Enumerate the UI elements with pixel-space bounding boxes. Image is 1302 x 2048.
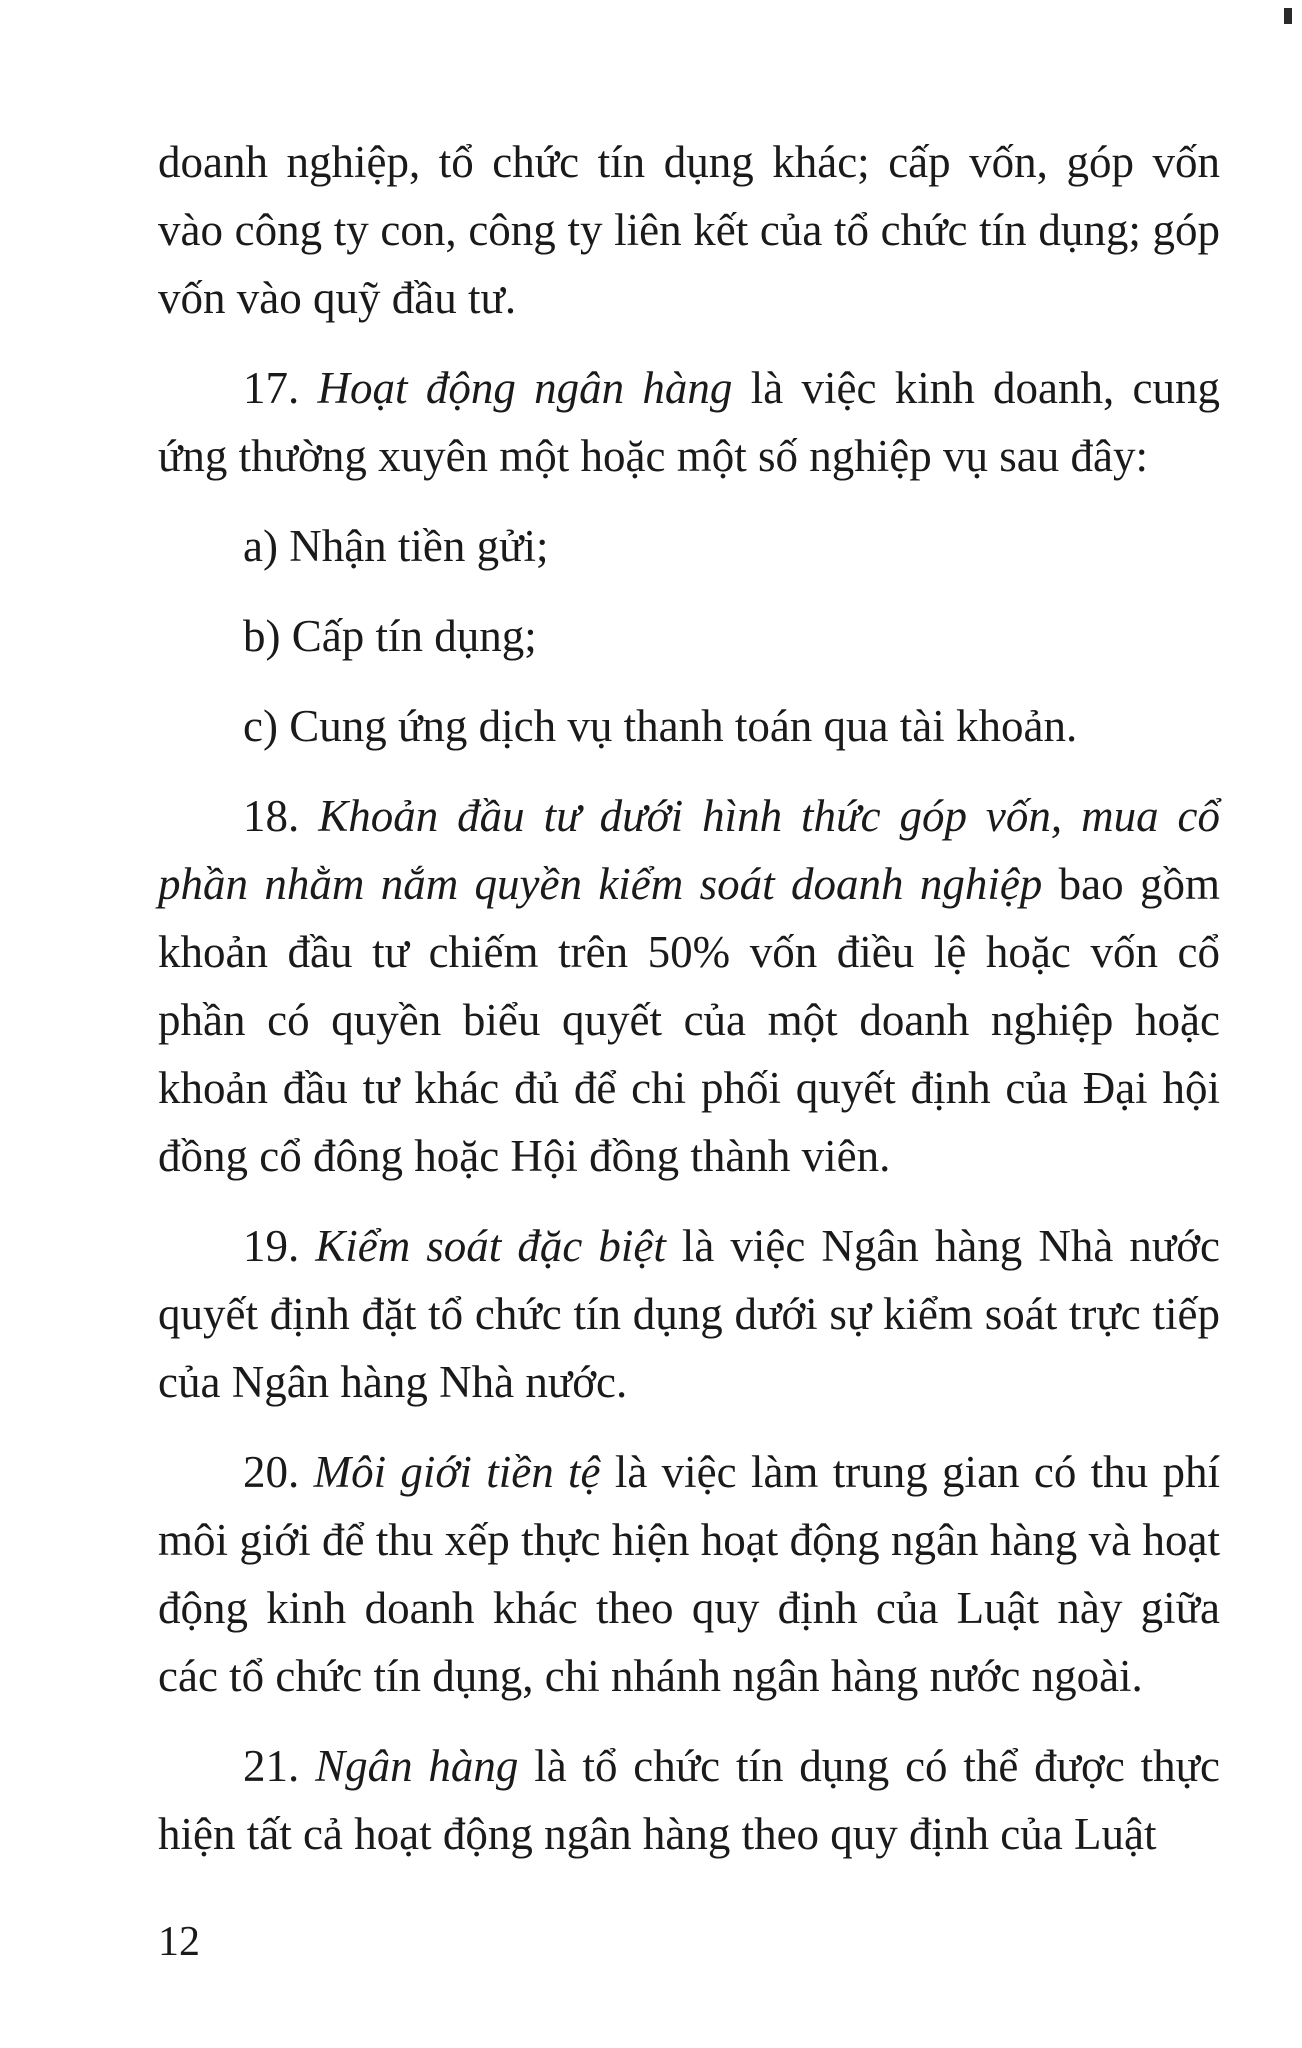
defined-term: Môi giới tiền tệ [313,1447,601,1497]
list-item-b: b) Cấp tín dụng; [243,611,537,661]
paragraph-19 [158,1212,1220,1416]
clause-number: 21. [243,1741,300,1791]
list-item-c: c) Cung ứng dịch vụ thanh toán qua tài khoản. [243,701,1078,751]
list-item-a: a) Nhận tiền gửi; [243,521,549,571]
paragraph-continuation: doanh nghiệp, tổ chức tín dụng khác; cấp vốn, góp vốn vào công ty con, công ty liên kết của tổ chức tín dụng; góp vốn vào quỹ đầu tư. [158,137,1220,323]
scan-edge-mark [1284,8,1292,24]
paragraph-18 [158,782,1220,1190]
clause-number: 18. [243,791,300,841]
defined-term: Khoản đầu tư dưới hình thức góp vốn, mua cổ phần nhằm nắm quyền kiểm soát doanh nghiệp [158,791,1221,909]
definition-text: là việc kinh doanh, cung ứng thường xuyên một hoặc một số nghiệp vụ sau đây: [158,363,1221,481]
defined-term: Ngân hàng [315,1741,519,1791]
defined-term: Kiểm soát đặc biệt [315,1221,666,1271]
body-text [158,128,1220,1890]
page-number: 12 [158,1919,200,1965]
definition-text: là tổ chức tín dụng có thể được thực hiện tất cả hoạt động ngân hàng theo quy định của Luật [158,1741,1220,1859]
definition-text: bao gồm khoản đầu tư chiếm trên 50% vốn điều lệ hoặc vốn cổ phần có quyền biểu quyết của một doanh nghiệp hoặc khoản đầu tư khác đủ để chi phối quyết định của Đại hội đồng cổ đông hoặc Hội đồng thành viên. [158,859,1220,1181]
paragraph-20 [158,1438,1220,1710]
paragraph-21 [158,1732,1220,1868]
definition-text: là việc Ngân hàng Nhà nước quyết định đặt tổ chức tín dụng dưới sự kiểm soát trực tiếp của Ngân hàng Nhà nước. [158,1221,1220,1407]
clause-number: 19. [243,1221,300,1271]
defined-term: Hoạt động ngân hàng [317,363,733,413]
clause-number: 20. [243,1447,300,1497]
clause-number: 17. [243,363,300,413]
definition-text: là việc làm trung gian có thu phí môi giới để thu xếp thực hiện hoạt động ngân hàng và hoạt động kinh doanh khác theo quy định của Luật này giữa các tổ chức tín dụng, chi nhánh ngân hàng nước ngoài. [158,1447,1220,1701]
paragraph-17 [158,354,1220,490]
